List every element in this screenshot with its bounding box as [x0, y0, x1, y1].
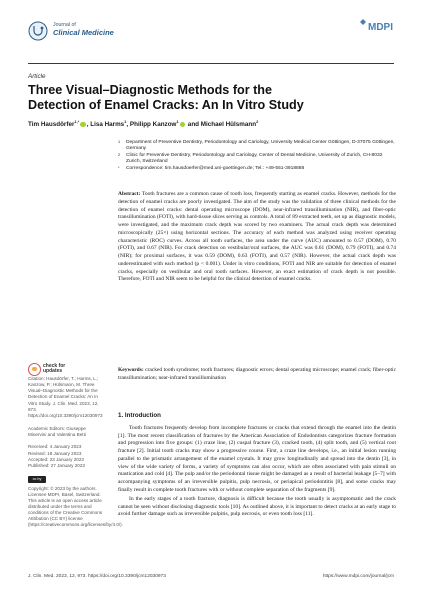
abstract-label: Abstract:: [118, 191, 141, 197]
affiliations: [118, 140, 398, 173]
author-separator: and: [186, 121, 201, 129]
academic-editors: Academic Editors: Giuseppe Minervini and Valentina Betti: [28, 425, 86, 437]
keywords: [118, 367, 396, 383]
author-affiliation-mark: 1,*: [74, 119, 80, 124]
affiliation-item: [118, 140, 398, 153]
author-affiliation-mark: 2: [256, 119, 259, 124]
date-accepted: Accepted: 23 January 2023: [28, 456, 84, 462]
section-heading: 1. Introduction: [118, 412, 161, 419]
journal-name-line2: Clinical Medicine: [53, 28, 114, 38]
article-title: Three Visual–Diagnostic Methods for the Detection of Enamel Cracks: An In Vitro Study: [28, 83, 304, 112]
author-affiliation-mark: 1: [176, 119, 179, 124]
copyright-notice: Copyright: © 2023 by the authors. Licensee MDPI, Basel, Switzerland. This article is an open access article distributed under the terms and conditions of the Creative Commons Attribution (CC BY) license (https://creativecommons.org/licenses/by/4.0/).: [28, 485, 123, 528]
affiliation-number: *: [118, 165, 120, 170]
author-affiliation-mark: 1: [124, 119, 127, 124]
affiliation-text: Clinic for Preventive Dentistry, Periodontology and Cariology, Center of Dental Medicine, University of Zurich, CH-8032 Zurich, Switzerland: [126, 152, 383, 165]
header-divider: [28, 63, 394, 64]
author-name[interactable]: Tim Hausdörfer: [28, 121, 75, 129]
author-name[interactable]: Philipp Kanzow: [129, 121, 177, 129]
affiliation-number: 2: [118, 152, 121, 157]
citation: Citation: Hausdörfer, T.; Harms, L.; Kanzow, P.; Hülsmann, M. Three Visual–Diagnostic Methods for the Detection of Enamel Cracks: An In Vitro Study. J. Clin. Med. 2023, 12, 973. https://doi.org/10.3390/jcm12030973: [28, 376, 103, 418]
updates-line1: check for: [43, 362, 66, 369]
affiliation-item: [118, 166, 398, 172]
orcid-icon[interactable]: [80, 122, 85, 127]
journal-url[interactable]: https://www.mdpi.com/journal/jcm: [322, 574, 394, 579]
abstract: [118, 191, 396, 284]
check-updates-icon: [28, 363, 41, 376]
author-separator: ,: [126, 121, 130, 129]
orcid-icon[interactable]: [180, 122, 185, 127]
journal-name: [53, 22, 114, 37]
date-published: Published: 27 January 2023: [28, 462, 85, 468]
affiliation-number: 1: [118, 140, 121, 144]
page-footer: J. Clin. Med. 2023, 12, 973. https://doi.org/10.3390/jcm12030973: [28, 574, 166, 579]
author-list: [28, 119, 388, 128]
body-text: [118, 425, 396, 521]
body-paragraph: In the early stages of a tooth fracture, diagnosis is difficult because the tooth usually is asymptomatic and the crack cannot be seen without disclosing diagnostic tools [10]. As outlined above, it is important to detect cracks at an early stage to avoid further damage such as irreversible pulpitis, pulp necrosis, or even tooth loss [11].: [118, 495, 396, 518]
article-sidebar: [28, 376, 123, 535]
mdpi-logo-icon: [358, 18, 396, 33]
cc-by-license-icon[interactable]: cc by: [28, 476, 46, 483]
journal-name-line1: Journal of: [53, 22, 76, 28]
date-revised: Revised: 18 January 2023: [28, 450, 82, 456]
article-type: Article: [28, 73, 46, 80]
date-received: Received: 4 January 2023: [28, 444, 82, 450]
affiliation-item: [118, 153, 398, 166]
journal-logo-icon: [28, 21, 48, 41]
author-name[interactable]: Michael Hülsmann: [200, 121, 257, 129]
affiliation-text: Correspondence: tim.hausdoerfer@med.uni-goettingen.de; Tel.: +49-551-3918888: [126, 165, 305, 171]
author-separator: ,: [86, 121, 91, 129]
publisher-name: MDPI: [368, 22, 393, 33]
affiliation-text: Department of Preventive Dentistry, Periodontology and Cariology, University Medical Center Göttingen, D-37075 Göttingen, Germany: [126, 140, 395, 152]
author-name[interactable]: Lisa Harms: [90, 121, 125, 129]
keywords-text: cracked tooth syndrome; tooth fractures; diagnostic errors; dental operating microscope; enamel crack; fiber-optic transillumination; near-infrared transillumination: [118, 367, 397, 381]
updates-line2: updates: [43, 368, 63, 375]
abstract-text: Tooth fractures are a common cause of tooth loss, frequently starting as enamel cracks. However, methods for the detection of enamel cracks are poorly investigated. The aim of the study was the validation of three clinical methods for the detection of enamel cracks: dental operating microscope (DOM), near-infrared transillumination (NIR), and fiber-optic transillumination (FOTI), with hard-tissue slices serving as controls. A total of 89 extracted teeth, set up as diagnostic models, were investigated, and the maximum crack depth was scored by two examiners. The actual crack depth was determined microscopically (25×) using horizontal sections. The accuracy of each method was analyzed using receiver operating characteristic (ROC) curves. Across all tooth surfaces, the area under the curve (AUC) amounted to 0.57 (DOM), 0.70 (FOTI), and 0.67 (NIR). For crack detection on vestibular/oral surfaces, the AUC was 0.61 (DOM), 0.79 (FOTI), and 0.74 (NIR); for proximal surfaces, it was 0.59 (DOM), 0.63 (FOTI), and 0.57 (NIR). However, the actual crack depth was underestimated with each method (p < 0.001). Under in vitro conditions, FOTI and NIR are suitable for detection of enamel cracks, especially on vestibular and oral tooth surfaces. However, an exact estimation of crack depth is not possible. Therefore, FOTI and NIR seem to be helpful for the clinical detection of enamel cracks.: [118, 191, 396, 283]
keywords-label: Keywords:: [118, 367, 144, 373]
body-paragraph: Tooth fractures frequently develop from incomplete fractures or cracks that extend through the enamel into the dentin [1]. The most recent classification of fractures by the American Association of Endodontists categorizes fracture formation and progression into five groups: (1) craze line, (2) cuspal fracture (3), cracked tooth, (4) split tooth, and (5) vertical root fracture [2]. Initial tooth cracks may show a progressive course. First, a craze line develops, i.e., an initial lesion running parallel to the prismatic arrangement of the enamel crystals. It may grow longitudinally and spread into the dentin [3], in view of the wide variety of forms, a variety of symptoms can also occur, which are often associated with pain stimuli on mastication and cold [4]. The pulp and/or the periodontal tissue might be damaged as a result of bacterial leakage [5–7] with accompanying symptoms of an irreversible pulpitis, pulp necrosis, or periapical periodontitis [8], and some cracks may finally result in complete tooth fractures with or without complete separation of the fragments [9].: [118, 425, 396, 493]
